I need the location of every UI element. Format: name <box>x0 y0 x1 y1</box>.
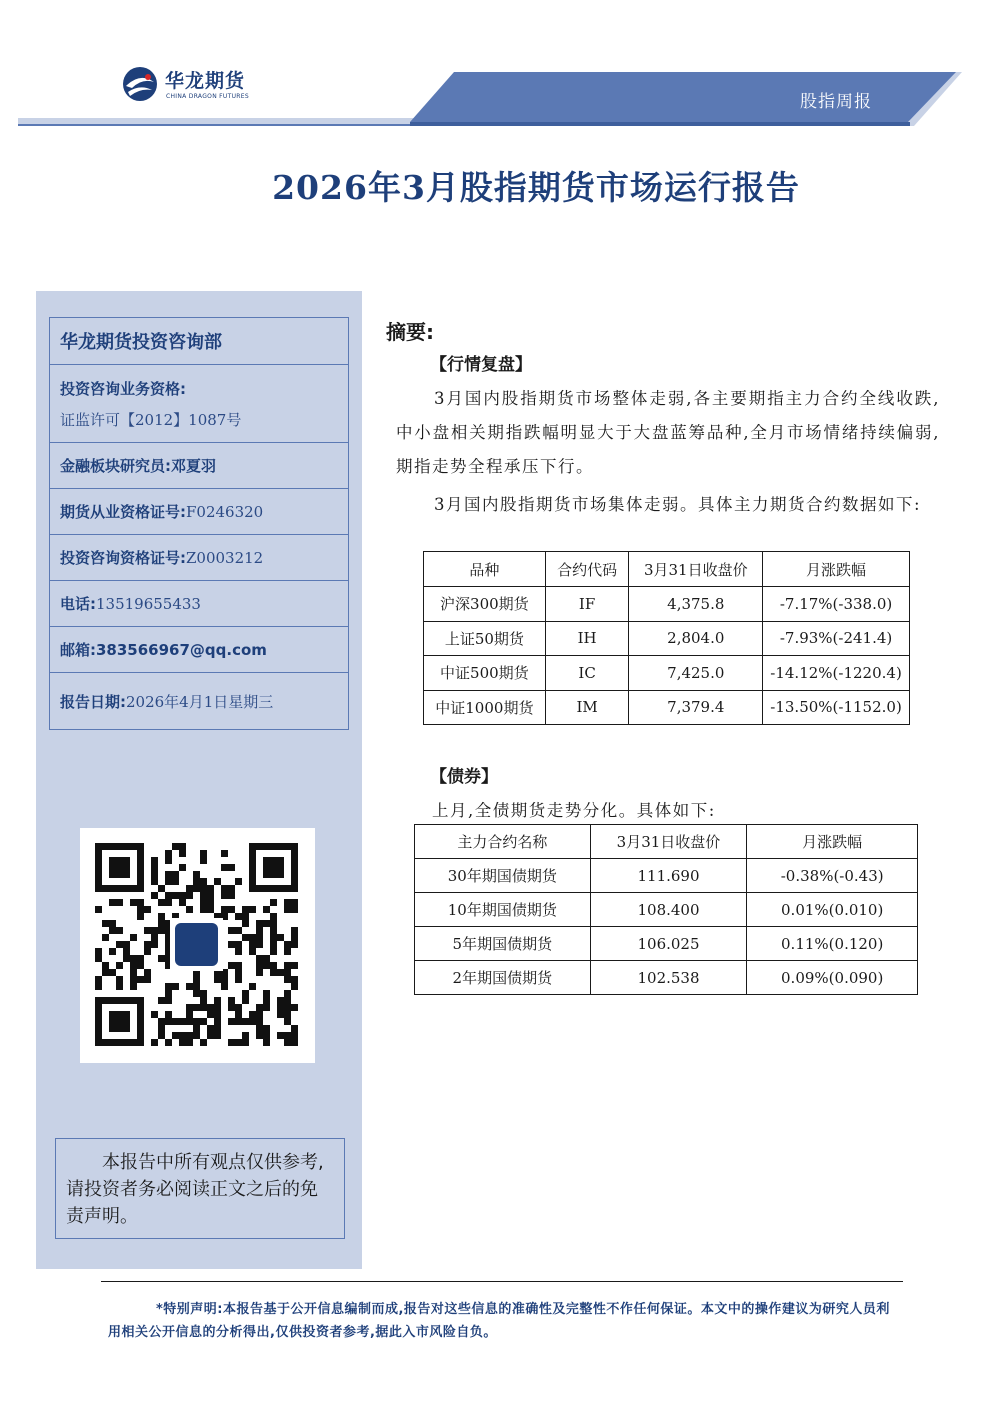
advisory-cert-value: Z0003212 <box>186 548 264 567</box>
table-cell: 上证50期货 <box>424 621 546 656</box>
bond-paragraph: 上月,全债期货走势分化。具体如下: <box>432 801 716 820</box>
header-banner <box>410 72 962 126</box>
table-cell: 5年期国债期货 <box>415 927 591 961</box>
table-cell: -13.50%(-1152.0) <box>763 690 910 725</box>
researcher-label: 金融板块研究员: <box>60 457 171 475</box>
table-row <box>424 621 910 656</box>
researcher-row <box>50 442 348 488</box>
qualification-value: 证监许可【2012】1087号 <box>60 410 242 429</box>
bond-section-title: 【债券】 <box>430 767 498 787</box>
report-type-label: 股指周报 <box>800 92 872 112</box>
table-row <box>424 656 910 691</box>
wechat-qr-code <box>80 828 315 1063</box>
index-table-header <box>424 552 910 587</box>
date-value: 2026年4月1日星期三 <box>126 692 274 711</box>
bond-table-header <box>415 825 918 859</box>
phone-label: 电话: <box>60 595 96 613</box>
table-cell: -7.93%(-241.4) <box>763 621 910 656</box>
table-cell: -0.38%(-0.43) <box>747 859 918 893</box>
table-header-cell: 月涨跌幅 <box>747 825 918 859</box>
table-header-cell: 月涨跌幅 <box>763 552 910 587</box>
email-row <box>50 626 348 672</box>
table-cell: 102.538 <box>590 961 747 995</box>
date-label: 报告日期: <box>60 692 126 711</box>
report-date-row <box>50 672 348 729</box>
table-cell: 0.09%(0.090) <box>747 961 918 995</box>
email-label: 邮箱: <box>60 641 96 659</box>
header-rule <box>18 118 418 126</box>
table-header-cell: 品种 <box>424 552 546 587</box>
table-row <box>415 927 918 961</box>
futures-cert-label: 期货从业资格证号: <box>60 503 186 521</box>
email-value[interactable]: 383566967@qq.com <box>96 640 267 659</box>
page-title: 2026年3月股指期货市场运行报告 <box>272 168 800 207</box>
phone-value: 13519655433 <box>96 594 201 613</box>
market-section-title: 【行情复盘】 <box>430 355 532 375</box>
analyst-info-box <box>49 317 349 730</box>
logo-text-en: CHINA DRAGON FUTURES <box>166 93 249 100</box>
table-row <box>415 859 918 893</box>
futures-cert-row <box>50 488 348 534</box>
table-cell: 2,804.0 <box>629 621 763 656</box>
table-row <box>415 893 918 927</box>
table-cell: 30年期国债期货 <box>415 859 591 893</box>
special-statement: *特别声明:本报告基于公开信息编制而成,报告对这些信息的准确性及完整性不作任何保证。本文中的操作建议为研究人员利用相关公开信息的分析得出,仅供投资者参考,据此入市风险自负。 <box>108 1302 890 1340</box>
table-row <box>424 587 910 622</box>
table-header-cell: 主力合约名称 <box>415 825 591 859</box>
table-cell: 沪深300期货 <box>424 587 546 622</box>
market-paragraph-2: 3月国内股指期货市场集体走弱。具体主力期货合约数据如下: <box>434 495 922 514</box>
table-row <box>424 690 910 725</box>
logo-text-cn: 华龙期货 <box>165 70 246 92</box>
qr-code-image <box>80 828 315 1063</box>
table-row <box>415 961 918 995</box>
advisory-cert-label: 投资咨询资格证号: <box>60 549 186 567</box>
table-cell: -7.17%(-338.0) <box>763 587 910 622</box>
disclaimer-box: 本报告中所有观点仅供参考,请投资者务必阅读正文之后的免责声明。 <box>55 1138 345 1239</box>
table-cell: 0.11%(0.120) <box>747 927 918 961</box>
futures-cert-value: F0246320 <box>186 502 264 521</box>
table-cell: 4,375.8 <box>629 587 763 622</box>
footer-rule <box>101 1281 903 1282</box>
table-header-cell: 3月31日收盘价 <box>629 552 763 587</box>
table-cell: IF <box>545 587 629 622</box>
sidebar <box>36 291 362 1269</box>
qr-center-logo-icon <box>175 923 218 966</box>
table-cell: IC <box>545 656 629 691</box>
table-cell: IM <box>545 690 629 725</box>
table-cell: 中证500期货 <box>424 656 546 691</box>
table-cell: 7,379.4 <box>629 690 763 725</box>
index-futures-table <box>423 551 910 725</box>
table-cell: 108.400 <box>590 893 747 927</box>
table-header-cell: 3月31日收盘价 <box>590 825 747 859</box>
abstract-title: 摘要: <box>386 320 434 344</box>
qualification-row <box>50 364 348 442</box>
table-cell: 111.690 <box>590 859 747 893</box>
table-header-cell: 合约代码 <box>545 552 629 587</box>
china-dragon-logo-icon <box>120 64 160 104</box>
table-cell: 106.025 <box>590 927 747 961</box>
bond-futures-table <box>414 824 918 995</box>
department-name: 华龙期货投资咨询部 <box>60 332 222 353</box>
table-cell: 7,425.0 <box>629 656 763 691</box>
table-cell: -14.12%(-1220.4) <box>763 656 910 691</box>
table-cell: 0.01%(0.010) <box>747 893 918 927</box>
phone-row <box>50 580 348 626</box>
table-cell: 中证1000期货 <box>424 690 546 725</box>
researcher-name: 邓夏羽 <box>171 457 217 475</box>
table-cell: 10年期国债期货 <box>415 893 591 927</box>
table-cell: IH <box>545 621 629 656</box>
company-logo <box>120 62 260 112</box>
qualification-label: 投资咨询业务资格: <box>60 379 186 398</box>
market-paragraph-1: 3月国内股指期货市场整体走弱,各主要期指主力合约全线收跌,中小盘相关期指跌幅明显大于大盘蓝筹品种,全月市场情绪持续偏弱,期指走势全程承压下行。 <box>396 389 940 476</box>
advisory-cert-row <box>50 534 348 580</box>
table-cell: 2年期国债期货 <box>415 961 591 995</box>
